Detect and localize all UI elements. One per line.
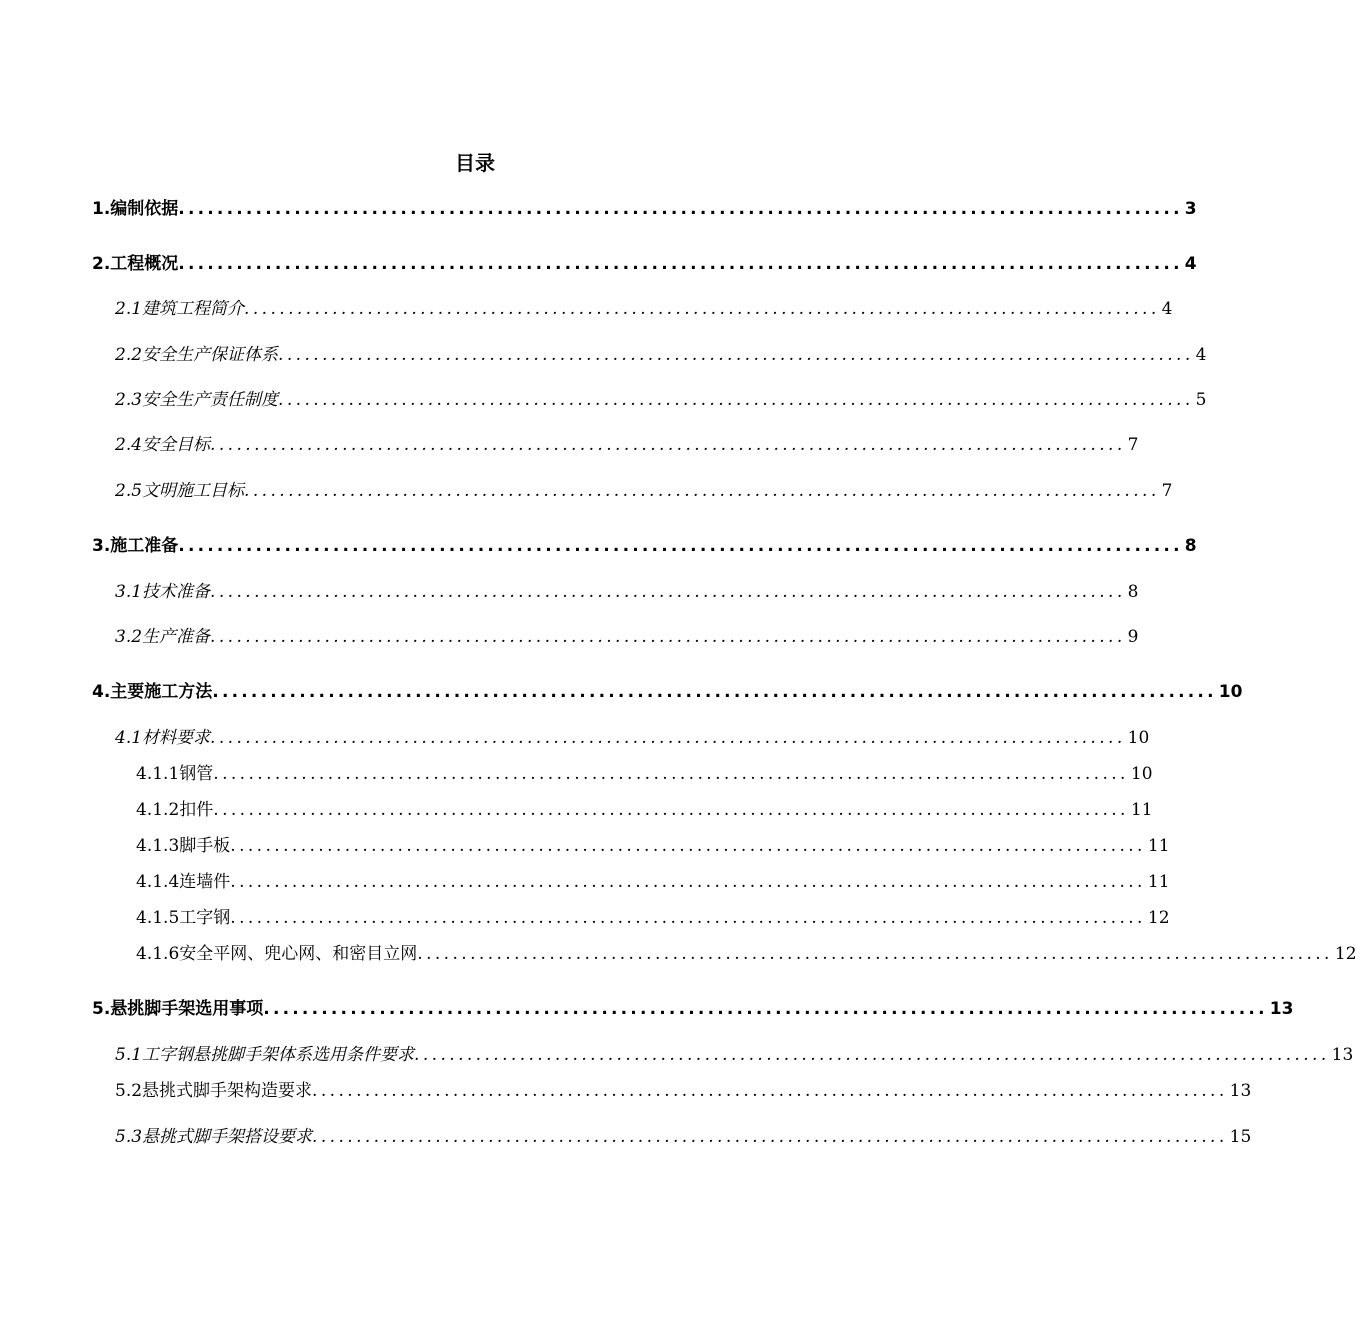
toc-entry-page: 10 [1130,764,1153,784]
toc-entry-label: 4.1.3脚手板 [136,836,231,856]
dot-leader: ........................................................................................................ [178,254,1183,274]
toc-entry-label: 4.1.5工字钢 [136,908,231,928]
dot-leader: ........................................................................................................ [230,836,1146,856]
toc-entry-label: 4.1.1钢管 [136,764,214,784]
toc-entry[interactable] [92,679,1243,705]
toc-entry-page: 10 [1127,728,1150,748]
dot-leader: ........................................................................................................ [312,1127,1228,1147]
toc-entry-page: 8 [1127,582,1139,602]
toc-entry-page: 10 [1218,682,1243,702]
toc-entry-page: 12 [1147,908,1170,928]
toc-entry-label: 5.3悬挑式脚手架搭设要求 [115,1127,313,1147]
toc-entry[interactable] [115,1124,1252,1150]
toc-entry-label: 2.2安全生产保证体系 [115,345,279,365]
toc-entry-label: 5.2悬挑式脚手架构造要求 [115,1081,313,1101]
toc-title: 目录 [455,151,495,175]
toc-entry-page: 4 [1161,299,1173,319]
dot-leader: ........................................................................................................ [178,536,1183,556]
toc-entry[interactable] [115,1042,1354,1068]
toc-entry[interactable] [115,296,1173,322]
toc-entry-label: 3.施工准备 [92,536,179,556]
toc-entry-label: 4.1.6安全平网、兜心网、和密目立网 [136,944,418,964]
toc-entry[interactable] [115,432,1139,458]
toc-entry-label: 3.1技术准备 [115,582,211,602]
toc-entry-label: 5.1工字钢悬挑脚手架体系选用条件要求 [115,1045,415,1065]
toc-entry[interactable] [115,624,1139,650]
toc-entry-page: 7 [1161,481,1173,501]
toc-entry-page: 7 [1127,435,1139,455]
toc-entry-page: 5 [1195,390,1207,410]
toc-entry-label: 2.1建筑工程简介 [115,299,245,319]
toc-entry-page: 4 [1195,345,1207,365]
toc-entry-page: 13 [1229,1081,1252,1101]
toc-entry-page: 9 [1127,627,1139,647]
dot-leader: ........................................................................................................ [230,872,1146,892]
dot-leader: ........................................................................................................ [312,1081,1228,1101]
toc-entry-label: 4.主要施工方法 [92,682,213,702]
toc-entry-label: 2.4安全目标 [115,435,211,455]
dot-leader: ........................................................................................................ [244,299,1160,319]
dot-leader: ........................................................................................................ [210,582,1126,602]
toc-entry-page: 13 [1331,1045,1354,1065]
toc-entry[interactable] [115,342,1207,368]
toc-entry-page: 11 [1147,872,1170,892]
dot-leader: ........................................................................................................ [278,390,1194,410]
toc-entry[interactable] [136,905,1170,931]
toc-entry-page: 3 [1184,199,1197,219]
toc-entry-label: 3.2生产准备 [115,627,211,647]
dot-leader: ........................................................................................................ [244,481,1160,501]
dot-leader: ........................................................................................................ [213,764,1129,784]
dot-leader: ........................................................................................................ [210,627,1126,647]
dot-leader: ........................................................................................................ [212,682,1217,702]
toc-entry[interactable] [136,941,1357,967]
toc-entry[interactable] [92,996,1294,1022]
toc-entry-page: 15 [1229,1127,1252,1147]
toc-entry-label: 5.悬挑脚手架选用事项 [92,999,264,1019]
toc-entry-page: 12 [1334,944,1357,964]
dot-leader: ........................................................................................................ [230,908,1146,928]
toc-entry[interactable] [136,761,1153,787]
toc-entry-page: 11 [1130,800,1153,820]
toc-entry-page: 13 [1269,999,1294,1019]
toc-entry-label: 4.1.2扣件 [136,800,214,820]
toc-entry[interactable] [136,869,1170,895]
toc-entry[interactable] [115,725,1150,751]
toc-entry-label: 4.1.4连墙件 [136,872,231,892]
dot-leader: ........................................................................................................ [210,728,1126,748]
toc-entry-label: 2.3安全生产责任制度 [115,390,279,410]
toc-entry[interactable] [115,1078,1252,1104]
toc-entry[interactable] [92,196,1197,222]
toc-entry[interactable] [115,387,1207,413]
toc-entry-label: 2.5文明施工目标 [115,481,245,501]
toc-entry[interactable] [92,251,1197,277]
toc-entry-label: 1.编制依据 [92,199,179,219]
toc-entry[interactable] [115,478,1173,504]
dot-leader: ........................................................................................................ [178,199,1183,219]
toc-entry-page: 11 [1147,836,1170,856]
dot-leader: ........................................................................................................ [417,944,1333,964]
toc-entry-label: 2.工程概况 [92,254,179,274]
dot-leader: ........................................................................................................ [213,800,1129,820]
dot-leader: ........................................................................................................ [278,345,1194,365]
toc-entry-page: 4 [1184,254,1197,274]
dot-leader: ........................................................................................................ [210,435,1126,455]
toc-entry[interactable] [136,797,1153,823]
toc-entry-label: 4.1材料要求 [115,728,211,748]
toc-entry[interactable] [115,579,1139,605]
dot-leader: ........................................................................................................ [414,1045,1330,1065]
toc-entry-page: 8 [1184,536,1197,556]
toc-entry[interactable] [136,833,1170,859]
toc-entry[interactable] [92,533,1197,559]
dot-leader: ........................................................................................................ [263,999,1268,1019]
